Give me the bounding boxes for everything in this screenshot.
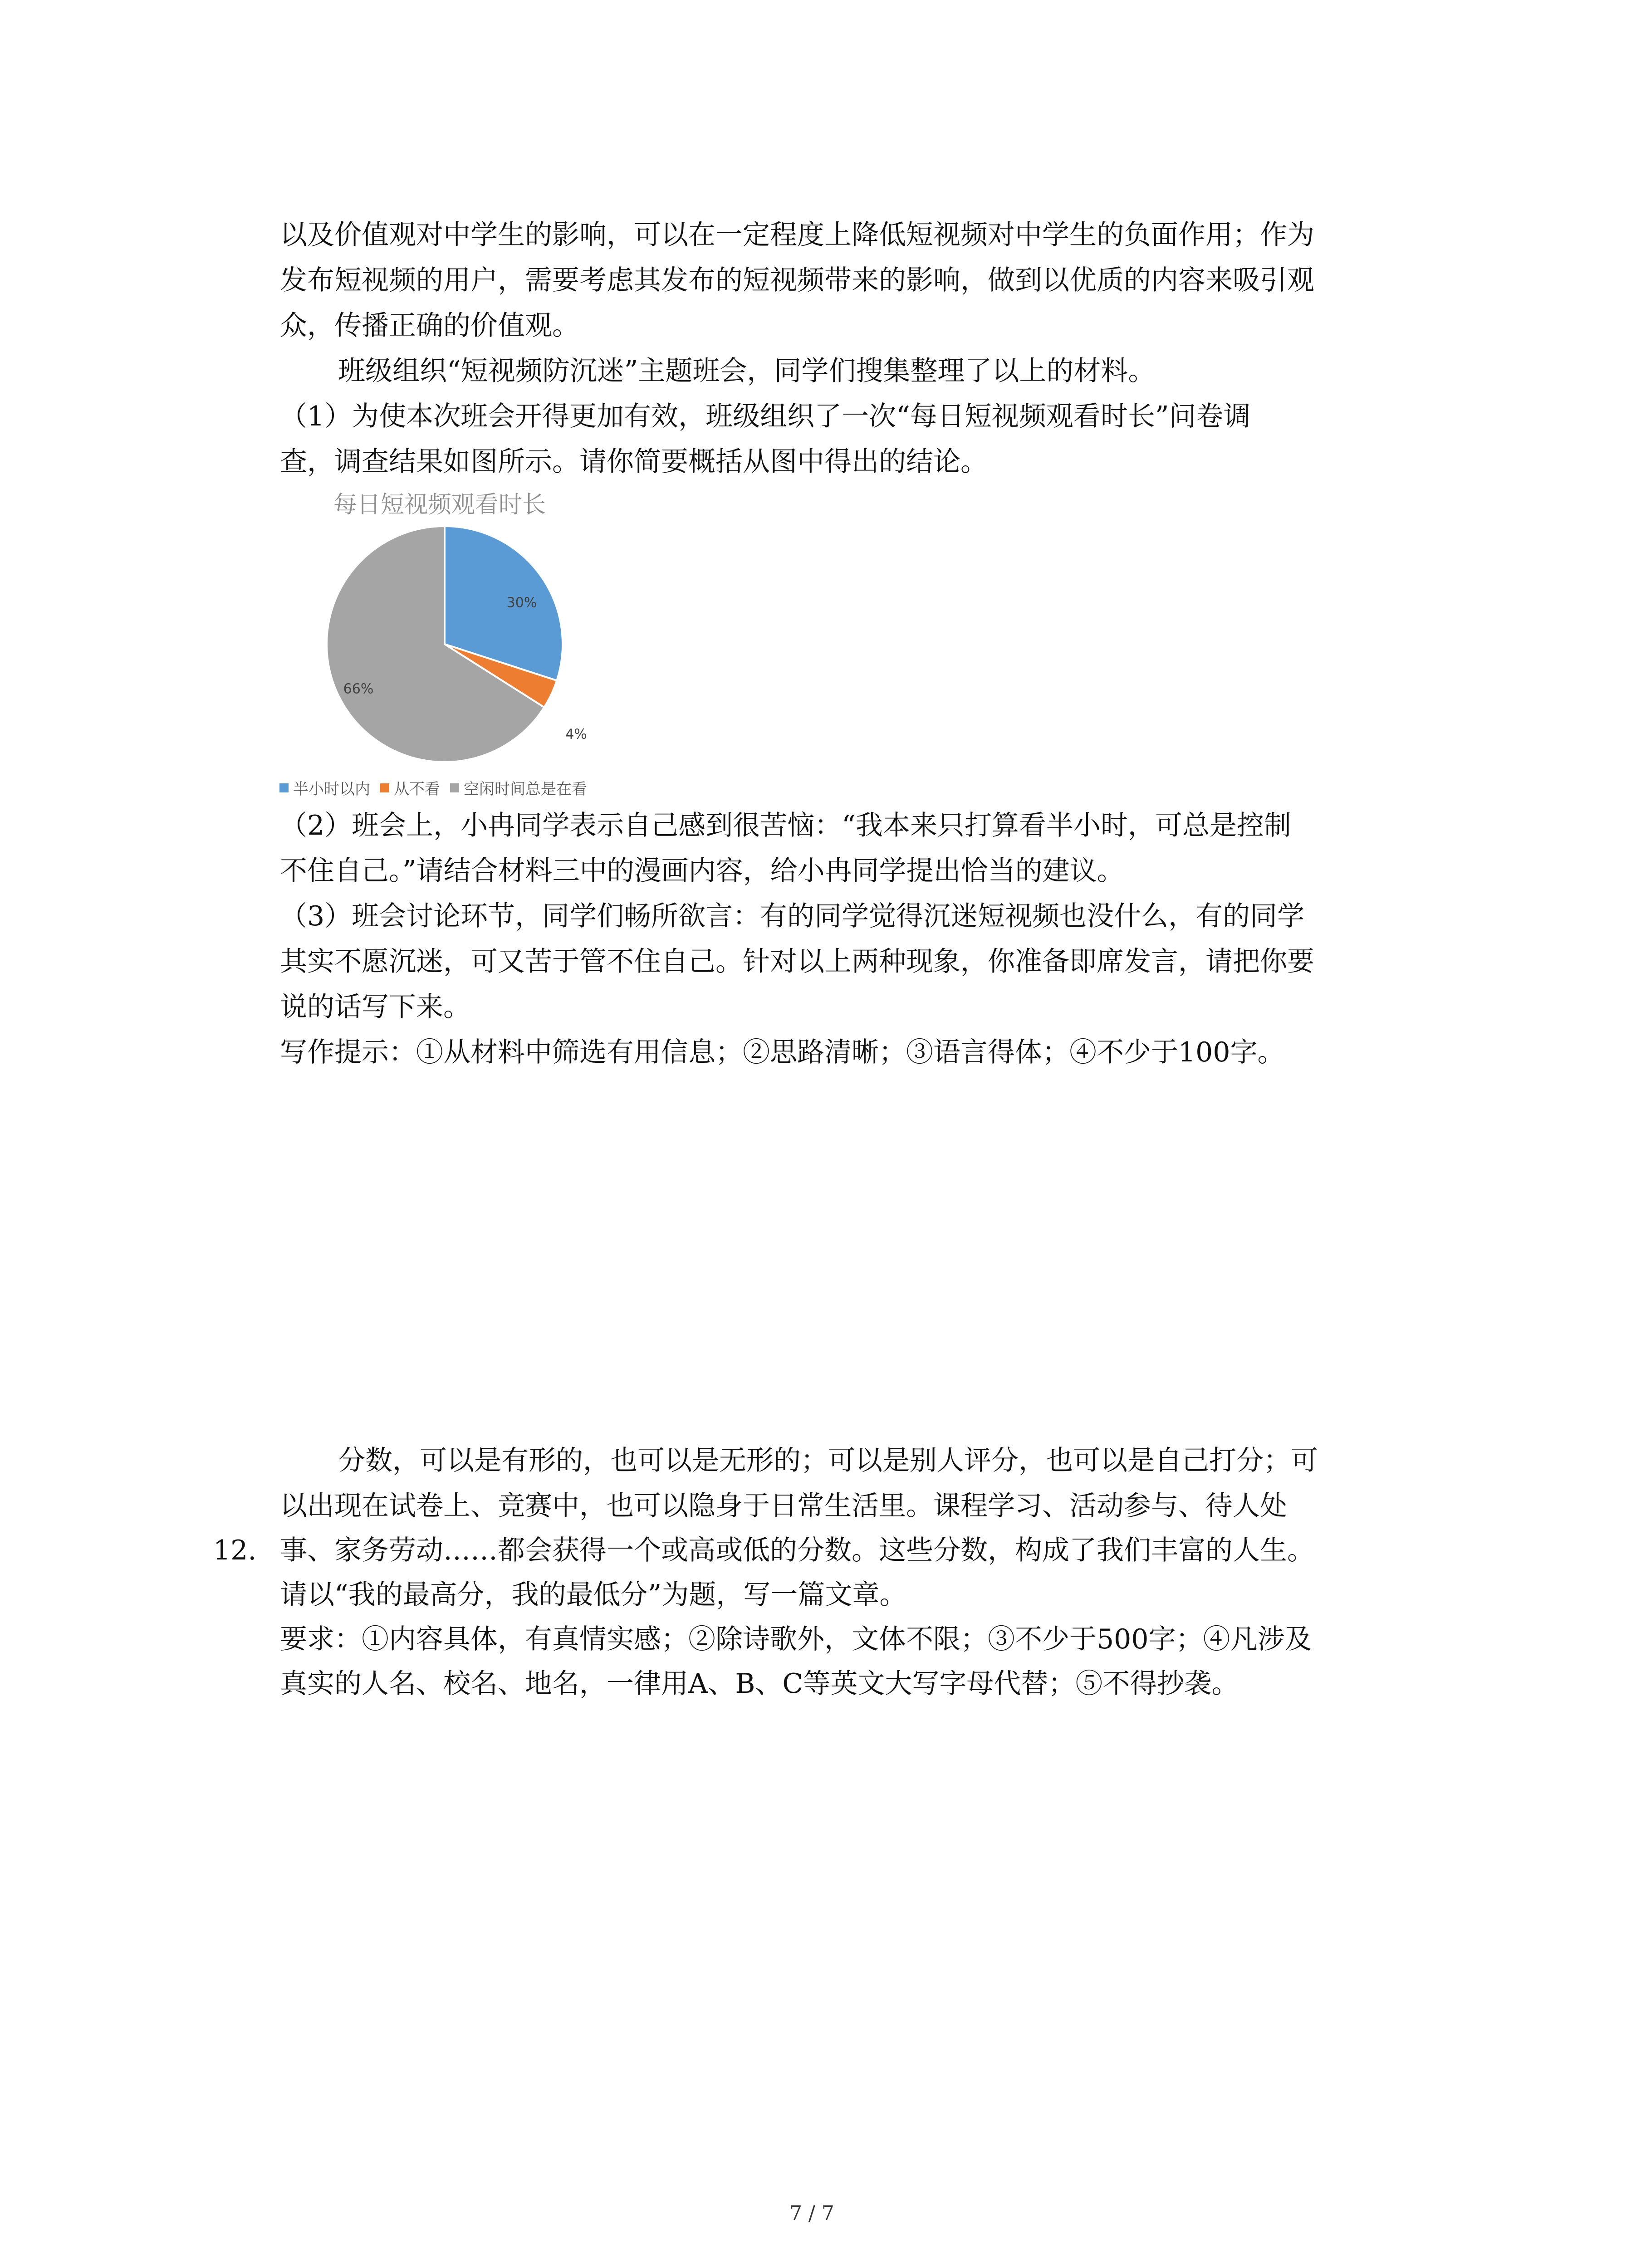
page-number: 7 / 7 bbox=[789, 2202, 834, 2225]
text-line: 写作提示：①从材料中筛选有用信息；②思路清晰；③语言得体；④不少于100字。 bbox=[280, 1036, 1285, 1068]
text-line: 分数，可以是有形的，也可以是无形的；可以是别人评分，也可以是自己打分；可 bbox=[338, 1445, 1318, 1476]
legend-label: 从不看 bbox=[394, 780, 440, 798]
text-line: 以及价值观对中学生的影响，可以在一定程度上降低短视频对中学生的负面作用；作为 bbox=[280, 219, 1314, 251]
text-line: 不住自己。”请结合材料三中的漫画内容，给小冉同学提出恰当的建议。 bbox=[280, 855, 1124, 887]
legend-label: 空闲时间总是在看 bbox=[464, 780, 587, 798]
text-line: 众，传播正确的价值观。 bbox=[280, 310, 579, 342]
legend-swatch bbox=[279, 783, 289, 792]
text-line: （1）为使本次班会开得更加有效，班级组织了一次“每日短视频观看时长”问卷调 bbox=[280, 401, 1251, 432]
pie-data-label: 66% bbox=[343, 681, 374, 697]
legend-item bbox=[380, 777, 440, 799]
text-line: 说的话写下来。 bbox=[280, 991, 470, 1023]
text-line: 请以“我的最高分，我的最低分”为题，写一篇文章。 bbox=[280, 1579, 907, 1611]
pie-chart bbox=[313, 517, 594, 771]
text-line: 真实的人名、校名、地名，一律用A、B、C等英文大写字母代替；⑤不得抄袭。 bbox=[280, 1668, 1239, 1700]
legend-label: 半小时以内 bbox=[293, 780, 370, 798]
legend-swatch bbox=[450, 783, 459, 792]
text-line: （2）班会上，小冉同学表示自己感到很苦恼：“我本来只打算看半小时，可总是控制 bbox=[280, 810, 1291, 841]
text-line: 查，调查结果如图所示。请你简要概括从图中得出的结论。 bbox=[280, 446, 988, 478]
text-line: （3）班会讨论环节，同学们畅所欲言：有的同学觉得沉迷短视频也没什么，有的同学 bbox=[280, 900, 1305, 932]
legend-item bbox=[450, 777, 587, 799]
chart-title: 每日短视频观看时长 bbox=[333, 491, 546, 518]
text-line: 事、家务劳动……都会获得一个或高或低的分数。这些分数，构成了我们丰富的人生。 bbox=[280, 1535, 1314, 1566]
pie-data-label: 30% bbox=[506, 595, 537, 611]
text-line: 以出现在试卷上、竞赛中，也可以隐身于日常生活里。课程学习、活动参与、待人处 bbox=[280, 1490, 1287, 1522]
legend-swatch bbox=[380, 783, 389, 792]
text-line: 班级组织“短视频防沉迷”主题班会，同学们搜集整理了以上的材料。 bbox=[338, 355, 1156, 387]
text-line: 其实不愿沉迷，可又苦于管不住自己。针对以上两种现象，你准备即席发言，请把你要 bbox=[280, 946, 1314, 978]
pie-data-label: 4% bbox=[565, 726, 587, 743]
chart-legend bbox=[279, 777, 597, 799]
text-line: 要求：①内容具体，有真情实感；②除诗歌外，文体不限；③不少于500字；④凡涉及 bbox=[280, 1623, 1312, 1655]
legend-item bbox=[279, 777, 370, 799]
question-number: 12. bbox=[213, 1535, 257, 1566]
text-line: 发布短视频的用户，需要考虑其发布的短视频带来的影响，做到以优质的内容来吸引观 bbox=[280, 264, 1314, 296]
